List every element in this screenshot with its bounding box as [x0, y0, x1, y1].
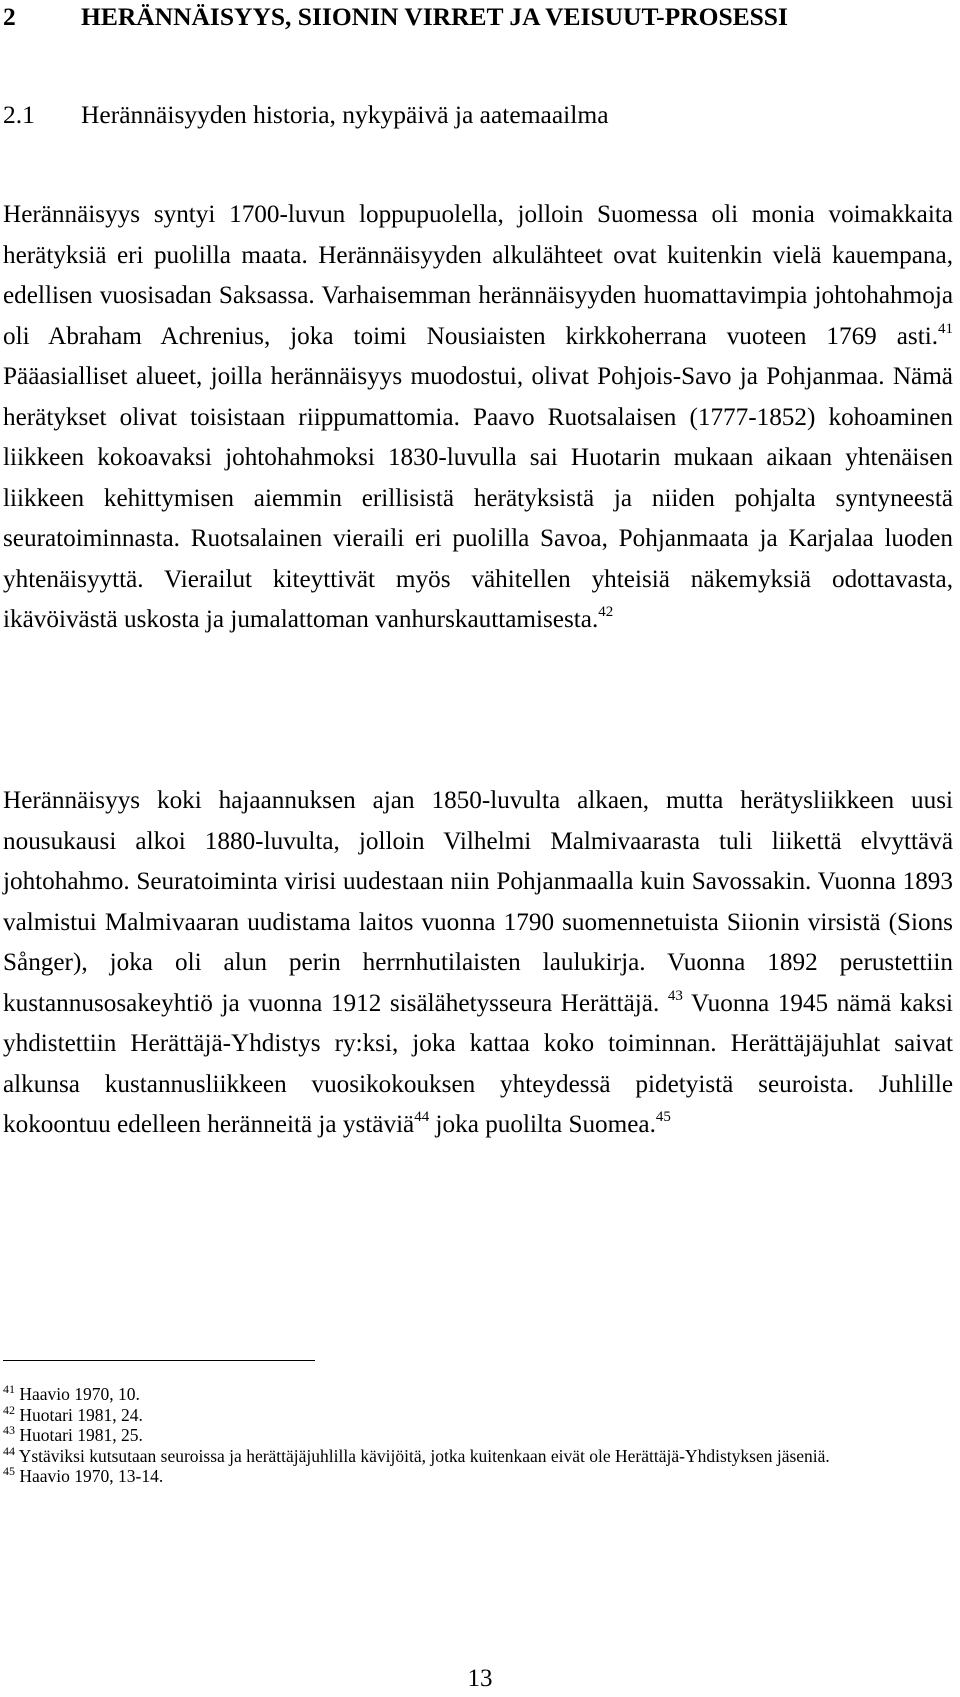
footnote-text: Ystäviksi kutsutaan seuroissa ja herättäjäjuhlilla kävijöitä, jotka kuitenkaan eivät ole Herättäjä-Yhdistyksen jäseniä.: [15, 1445, 830, 1466]
paragraph-text: joka puolilta Suomea.: [429, 1111, 656, 1138]
section-heading: [3, 100, 943, 130]
paragraph-text: Herännäisyys koki hajaannuksen ajan 1850-luvulta alkaen, mutta herätysliikkeen uusi nousukausi alkoi 1880-luvulta, jolloin Vilhelmi Malmivaarasta tuli liikettä elvyttävä johtohahmo. Seuratoiminta virisi uudestaan niin Pohjanmaalla kuin Savossakin. Vuonna 1893 valmistui Malmivaaran uudistama laitos vuonna 1790 suomennetuista Siionin virsistä (Sions Sånger), joka oli alun perin herrnhutilaisten laulukirja. Vuonna 1892 perustettiin kustannusosakeyhtiö ja vuonna 1912 sisälähetysseura Herättäjä.: [3, 787, 953, 1017]
footnote-item: [3, 1443, 955, 1467]
footnote-separator: [3, 1360, 315, 1361]
footnote-ref: 41: [938, 320, 953, 337]
footnote-number: 42: [3, 1402, 15, 1417]
footnote-text: Huotari 1981, 25.: [15, 1425, 143, 1445]
footnote-ref: 44: [414, 1109, 430, 1125]
paragraph-text: Herännäisyys syntyi 1700-luvun loppupuolella, jolloin Suomessa oli monia voimakkaita herätyksiä eri puolilla maata. Herännäisyyden alkulähteet ovat kuitenkin vielä kauempana, edellisen vuosisadan Saksassa. Varhaisemman herännäisyyden huomattavimpia johtohahmoja oli Abraham Achrenius, joka toimi Nousiaisten kirkkoherrana vuoteen 1769 asti.: [3, 201, 953, 350]
footnote-ref: 45: [655, 1109, 671, 1125]
footnote-item: [3, 1466, 955, 1487]
footnote-list: [3, 1384, 955, 1487]
footnote-ref: 43: [667, 987, 683, 1004]
page-number: 13: [467, 1665, 493, 1692]
section-title: Herännäisyyden historia, nykypäivä ja aatemaailma: [81, 100, 609, 129]
footnote-text: Huotari 1981, 24.: [15, 1404, 143, 1425]
paragraph-text: Pääasialliset alueet, joilla herännäisyys muodostui, olivat Pohjois-Savo ja Pohjanmaa. Nämä herätykset olivat toisistaan riippumattomia. Paavo Ruotsalaisen (1777-1852) kohoaminen liikkeen kokoavaksi johtohahmoksi 1830-luvulla sai Huotarin mukaan aikaan yhtenäisen liikkeen kehittymisen aiemmin erillisistä herätyksistä ja niiden pohjalta syntyneestä seuratoiminnasta. Ruotsalainen vieraili eri puolilla Savoa, Pohjanmaata ja Karjalaa luoden yhtenäisyyttä. Vierailut kiteyttivät myös vähitellen yhteisiä näkemyksiä odottavasta, ikävöivästä uskosta ja jumalattoman vanhurskauttamisesta.: [3, 363, 953, 633]
body-paragraph-2: [3, 781, 953, 1146]
footnote-number: 43: [3, 1423, 15, 1437]
footnote-item: [3, 1402, 955, 1426]
section-number: 2.1: [3, 100, 35, 129]
chapter-number: 2: [3, 2, 16, 31]
chapter-title: HERÄNNÄISYYS, SIIONIN VIRRET JA VEISUUT-PROSESSI: [81, 2, 788, 31]
footnote-number: 44: [3, 1443, 15, 1458]
footnote-text: Haavio 1970, 13-14.: [15, 1466, 164, 1486]
chapter-heading: [3, 2, 943, 32]
footnote-number: 45: [3, 1464, 15, 1478]
footnote-item: [3, 1384, 955, 1405]
footnote-text: Haavio 1970, 10.: [15, 1384, 140, 1404]
footnote-ref: 42: [598, 604, 614, 620]
paragraph-text: Vuonna 1945 nämä kaksi yhdistettiin Herättäjä-Yhdistys ry:ksi, joka kattaa koko toiminnan. Herättäjäjuhlat saivat alkunsa kustannusliikkeen vuosikokouksen yhteydessä pidetyistä seuroista. Juhlille kokoontuu edelleen heränneitä ja ystäviä: [3, 989, 953, 1138]
body-paragraph-1: [3, 195, 953, 641]
footnote-item: [3, 1425, 955, 1446]
footnote-number: 41: [3, 1382, 15, 1396]
